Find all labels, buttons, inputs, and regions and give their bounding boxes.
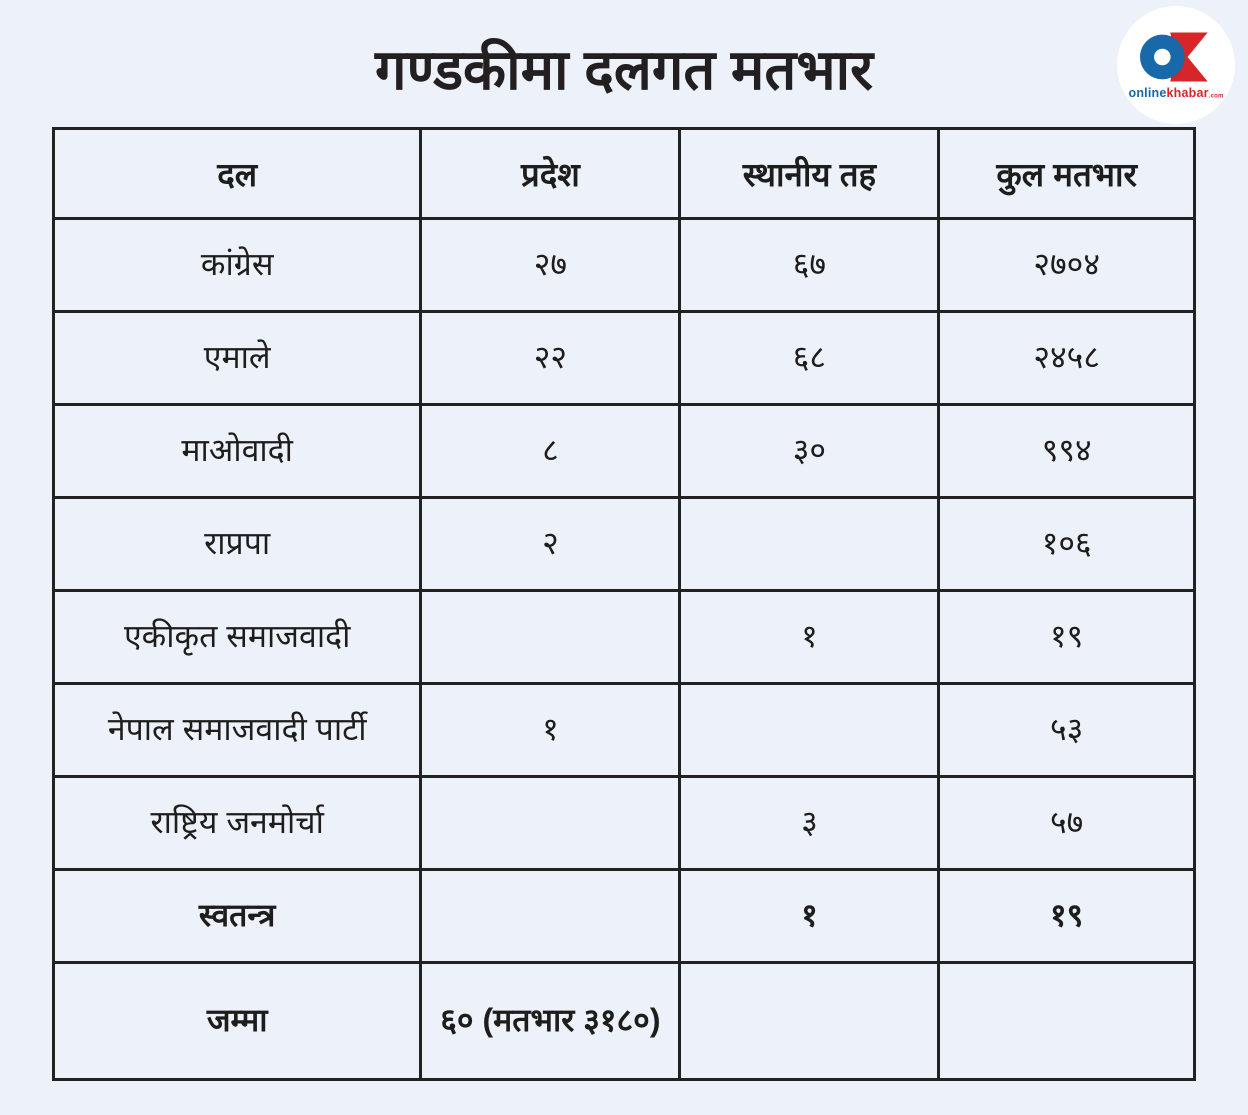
value-cell: ८ [421, 405, 680, 498]
value-cell: १ [680, 870, 939, 963]
party-name-cell: माओवादी [54, 405, 421, 498]
party-name-cell: नेपाल समाजवादी पार्टी [54, 684, 421, 777]
table-row [54, 405, 1195, 498]
table-row [54, 684, 1195, 777]
onlinekhabar-logo [1117, 6, 1235, 124]
value-cell [680, 684, 939, 777]
table-row [54, 219, 1195, 312]
table-body [54, 219, 1195, 1080]
value-cell: ५७ [939, 777, 1195, 870]
column-header: कुल मतभार [939, 129, 1195, 219]
value-cell: २४५८ [939, 312, 1195, 405]
value-cell: ९९४ [939, 405, 1195, 498]
value-cell: ३ [680, 777, 939, 870]
ok-logo-icon [1140, 30, 1212, 84]
value-cell: ५३ [939, 684, 1195, 777]
table-row [54, 498, 1195, 591]
value-cell: १ [421, 684, 680, 777]
party-name-cell: एमाले [54, 312, 421, 405]
party-name-cell: राप्रपा [54, 498, 421, 591]
logo-online-text: online [1128, 86, 1167, 101]
value-cell [939, 963, 1195, 1080]
logo-tld-text: .com [1208, 93, 1224, 100]
value-cell: ३० [680, 405, 939, 498]
value-cell [680, 498, 939, 591]
column-header: स्थानीय तह [680, 129, 939, 219]
value-cell: ६० (मतभार ३१८०) [421, 963, 680, 1080]
table-row [54, 312, 1195, 405]
value-cell: २२ [421, 312, 680, 405]
value-cell: २ [421, 498, 680, 591]
value-cell: २७ [421, 219, 680, 312]
value-cell [421, 591, 680, 684]
value-cell: १०६ [939, 498, 1195, 591]
column-header: प्रदेश [421, 129, 680, 219]
column-header: दल [54, 129, 421, 219]
table-row [54, 870, 1195, 963]
vote-weight-table [52, 127, 1196, 1081]
party-name-cell: राष्ट्रिय जनमोर्चा [54, 777, 421, 870]
value-cell: ६७ [680, 219, 939, 312]
value-cell [421, 870, 680, 963]
logo-khabar-text: khabar [1166, 86, 1209, 101]
value-cell: १९ [939, 870, 1195, 963]
table-row [54, 591, 1195, 684]
table-header-row [54, 129, 1195, 219]
value-cell [421, 777, 680, 870]
value-cell: १ [680, 591, 939, 684]
value-cell: २७०४ [939, 219, 1195, 312]
party-name-cell: कांग्रेस [54, 219, 421, 312]
page-title: गण्डकीमा दलगत मतभार [374, 38, 874, 101]
value-cell: ६८ [680, 312, 939, 405]
logo-wordmark [1128, 87, 1223, 100]
table-row [54, 777, 1195, 870]
party-name-cell: एकीकृत समाजवादी [54, 591, 421, 684]
table-row [54, 963, 1195, 1080]
value-cell: १९ [939, 591, 1195, 684]
party-name-cell: स्वतन्त्र [54, 870, 421, 963]
value-cell [680, 963, 939, 1080]
party-name-cell: जम्मा [54, 963, 421, 1080]
